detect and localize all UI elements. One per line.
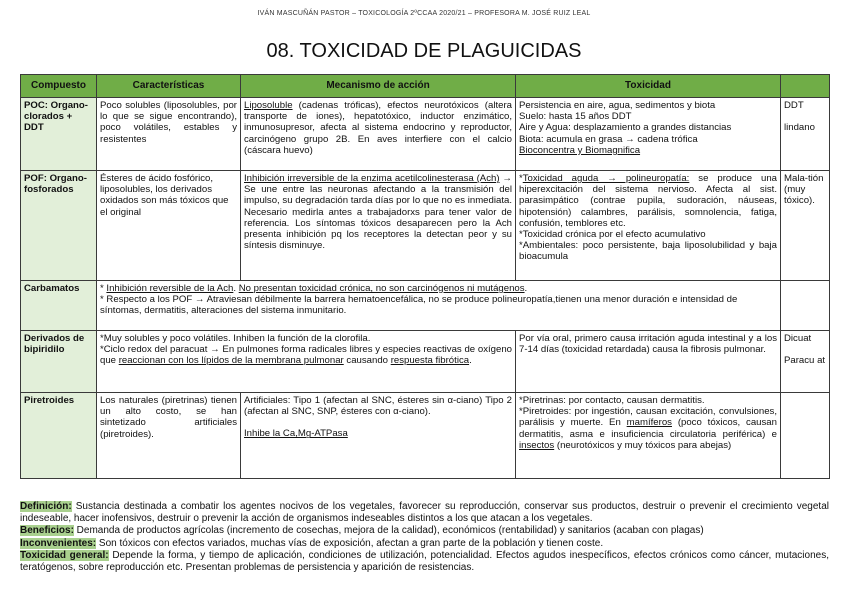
toxicidad-line: Biota: acumula en grasa → cadena trófica <box>519 133 698 145</box>
toxicidad-text: se produce una hiperexcitación del sistema nervioso. Afecta al sist. parasimpático (contrae pupila, sudoración, náuseas, hipotensión) calambres, parálisis, somnolencia, fatiga, confusión, temblores etc. <box>519 173 777 229</box>
carbamatos-line: * Respecto a los POF → Atraviesan débilmente la barrera hematoencefálica, no se produce polineuropatía,tienen una menor duración e intensidad de síntomas, dermatitis, alteraciones del sistema inmunitario. <box>100 294 738 317</box>
ejemplo-cell <box>781 331 830 393</box>
pesticide-table <box>20 74 830 479</box>
column-header-mecanismo: Mecanismo de acción <box>241 75 516 98</box>
toxicidad-underlined: Toxicidad aguda → polineuropatía: <box>522 173 690 184</box>
toxicidad-line: *Piretrinas: por contacto, causan dermatitis. <box>519 395 705 406</box>
ejemplo-line: lindano <box>784 122 815 134</box>
compuesto-cell: POF: Organo-fosforados <box>21 171 97 281</box>
caracteristicas-cell: Los naturales (piretrinas) tienen un alto costo, se han sintetizado artificiales (piretroides). <box>97 393 241 479</box>
ejemplo-cell: Mala-tión (muy tóxico). <box>781 171 830 281</box>
definition-label: Definición: <box>20 501 72 512</box>
table-row-piretroides <box>21 393 830 479</box>
mecanismo-cell <box>241 98 516 171</box>
mecanismo-underlined: Inhibe la Ca,Mg-ATPasa <box>244 428 348 440</box>
ejemplo-line: Dicuat <box>784 333 812 344</box>
page-title: 08. TOXICIDAD DE PLAGUICIDAS <box>266 40 582 62</box>
toxicidad-line: *Ambientales: poco persistente, baja liposolubilidad y baja bioacumula <box>519 240 777 263</box>
ejemplo-line: Paracu at <box>784 355 826 367</box>
toxicidad-cell <box>516 393 781 479</box>
toxicidad-cell: Por vía oral, primero causa irritación aguda intestinal y a los 7-14 días (toxicidad retardada) causa la fibrosis pulmonar. <box>516 331 781 393</box>
compuesto-cell: Piretroides <box>21 393 97 479</box>
table-header-row <box>21 75 830 98</box>
mecanismo-text: Artificiales: Tipo 1 (afectan al SNC, ésteres sin α-ciano) Tipo 2 (afectan al SNC, SNP, ésteres con α-ciano). <box>244 395 512 418</box>
compuesto-cell: Derivados de bipiridilo <box>21 331 97 393</box>
carbamatos-cell <box>97 281 781 331</box>
toxicidad-line: Aire y Agua: desplazamiento a grandes distancias <box>519 122 732 134</box>
text: (neurotóxicos y muy tóxicos para abejas) <box>554 439 732 451</box>
mecanismo-text: → Se une entre las neuronas afectando a la transmisión del impulso, su degradación tarda días por lo que no es inmediata. Necesario medirla antes a trabajadorxs para tener valor de referencia. Los síntomas tóxicos desaparecen pero la Ach presenta inhibición pq los receptores la detectan peor y su síntesis disminuye. <box>244 173 512 252</box>
table-row-pof <box>21 171 830 281</box>
text: . <box>469 355 472 367</box>
toxicidad-line: Suelo: hasta 15 años DDT <box>519 111 632 123</box>
mecanismo-underlined: Inhibición irreversible de la enzima acetilcolinesterasa (Ach) <box>244 173 500 184</box>
bipiridilo-line: *Muy solubles y poco volátiles. Inhiben la función de la clorofila. <box>100 333 371 344</box>
definition-text: Sustancia destinada a combatir los agentes nocivos de los vegetales, favorecer su reproducción, conservar sus productos, destruir o prevenir el crecimiento vegetal indeseable, hacer inofensivos, destruir o prevenir la acción de organismos indeseables distintos a los que atacan a los vegetales. <box>20 501 829 525</box>
general-toxicity-paragraph <box>20 550 829 574</box>
benefits-paragraph <box>20 525 829 537</box>
ejemplo-cell <box>781 281 830 331</box>
toxicidad-line <box>519 173 777 229</box>
column-header-caracteristicas: Características <box>97 75 241 98</box>
ejemplo-line: DDT <box>784 100 804 111</box>
carbamatos-underlined: Inhibición reversible de la Ach <box>106 283 234 294</box>
drawbacks-paragraph <box>20 538 829 550</box>
text: causando <box>343 355 391 367</box>
column-header-ejemplo <box>781 75 830 98</box>
separator: . <box>233 283 239 294</box>
toxicidad-line: Persistencia en aire, agua, sedimentos y biota <box>519 100 716 111</box>
spacer <box>784 111 826 122</box>
mecanismo-cell <box>241 393 516 479</box>
text: *Piretroides: por ingestión, causan excitación, convulsiones, parálisis y muerte. En <box>519 406 777 429</box>
underlined: reaccionan con los lípidos de la membrana pulmonar <box>118 355 344 367</box>
compuesto-cell: POC: Organo-clorados + DDT <box>21 98 97 171</box>
bullet: * <box>100 283 107 294</box>
compuesto-cell: Carbamatos <box>21 281 97 331</box>
table-row-carbamatos <box>21 281 830 331</box>
column-header-compuesto: Compuesto <box>21 75 97 98</box>
mecanismo-underlined: Liposoluble <box>244 100 293 111</box>
general-toxicity-label: Toxicidad general: <box>20 549 109 561</box>
underlined: respuesta fibrótica <box>390 355 470 367</box>
text: *Ciclo redox del paracuat → En pulmones forma radicales libres y especies reactivas de oxígeno que <box>100 344 512 367</box>
toxicidad-cell <box>516 171 781 281</box>
spacer <box>244 417 512 428</box>
toxicidad-line <box>519 406 777 451</box>
toxicidad-prefix: * <box>519 173 523 184</box>
toxicidad-line: *Toxicidad crónica por el efecto acumulativo <box>519 229 706 241</box>
caracteristicas-cell: Poco solubles (liposolubles, por lo que se sigue encontrando), poco volátiles, estables y resistentes <box>97 98 241 171</box>
definitions-section <box>20 501 829 574</box>
caracteristicas-cell: Ésteres de ácido fosfórico, liposolubles, los derivados oxidados son más tóxicos que el original <box>97 171 241 281</box>
general-toxicity-text: Depende la forma, y tiempo de aplicación, condiciones de utilización, potencialidad. Efectos agudos inespecíficos, efectos crónicos como cáncer, mutaciones, teratógenos, sobre reproducción etc. Presentan problemas de persistencia y aparición de resistencias. <box>20 549 829 574</box>
ejemplo-cell <box>781 393 830 479</box>
carbamatos-underlined: No presentan toxicidad crónica, no son carcinógenos ni mutágenos <box>238 283 525 294</box>
benefits-label: Beneficios: <box>20 525 74 537</box>
ejemplo-cell <box>781 98 830 171</box>
table-row-poc <box>21 98 830 171</box>
underlined: insectos <box>519 439 555 451</box>
drawbacks-text: Son tóxicos con efectos variados, muchas vías de exposición, afectan a gran parte de la población y tienen coste. <box>96 537 604 549</box>
underlined: mamíferos <box>626 417 672 429</box>
table-row-bipiridilo <box>21 331 830 393</box>
toxicidad-cell <box>516 98 781 171</box>
benefits-text: Demanda de productos agrícolas (incremento de cosechas, mejora de la calidad), económicos (rentabilidad) y sanitarios (acaban con plagas) <box>73 525 704 537</box>
document-header: IVÁN MASCUÑÁN PASTOR – TOXICOLOGÍA 2ºCCAA 2020/21 – PROFESORA M. JOSÉ RUIZ LEAL <box>257 10 591 17</box>
separator: . <box>524 283 528 294</box>
mecanismo-text: (cadenas tróficas), efectos neurotóxicos (altera transporte de iones), hepatotóxico, inductor enzimático, inmunosupresor, afecta al sistema endocrino y reproductor, carcinógeno grupo 2B. En aves interfiere con el calcio (cáscara huevo) <box>244 100 512 156</box>
drawbacks-label: Inconvenientes: <box>20 537 97 549</box>
text: (poco tóxicos, causan dermatitis, asma e insuficiencia circulatoria periférica) e <box>519 417 777 440</box>
bipiridilo-line <box>100 344 512 366</box>
column-header-toxicidad: Toxicidad <box>516 75 781 98</box>
mecanismo-cell <box>241 171 516 281</box>
toxicidad-line: Bioconcentra y Biomagnifica <box>519 144 641 156</box>
definition-paragraph <box>20 501 829 525</box>
spacer <box>784 344 826 355</box>
bipiridilo-cell <box>97 331 516 393</box>
carbamatos-line <box>100 283 777 294</box>
